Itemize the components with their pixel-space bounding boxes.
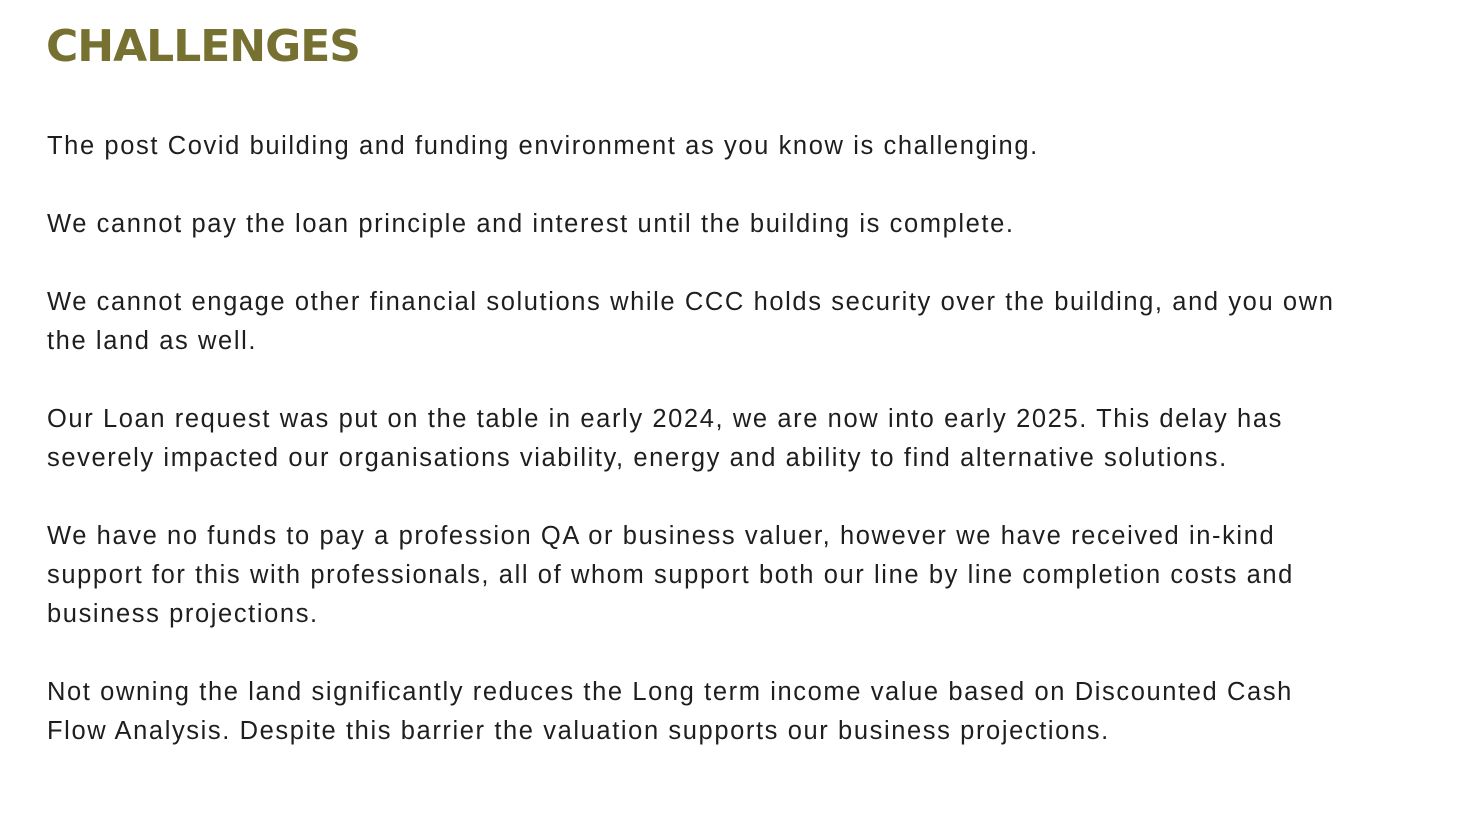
paragraph-covid-environment: The post Covid building and funding environment as you know is challenging. [47, 132, 1039, 160]
paragraph-land-ownership: Not owning the land significantly reduces the Long term income value based on Discounted Cash Flow Analysis. Despite this barrier the valuation supports our business projections. [47, 678, 1293, 745]
paragraph-security-land: We cannot engage other financial solutions while CCC holds security over the building, and you own the land as well. [47, 288, 1335, 355]
paragraph-valuation-support: We have no funds to pay a profession QA or business valuer, however we have received in-kind support for this with professionals, all of whom support both our line by line completion costs and business projections. [47, 522, 1294, 628]
slide-body [47, 127, 1337, 751]
paragraph-loan-repayment: We cannot pay the loan principle and interest until the building is complete. [47, 210, 1015, 238]
slide-title: CHALLENGES [46, 21, 360, 72]
paragraph-loan-delay: Our Loan request was put on the table in early 2024, we are now into early 2025. This delay has severely impacted our organisations viability, energy and ability to find alternative solutions. [47, 405, 1283, 472]
